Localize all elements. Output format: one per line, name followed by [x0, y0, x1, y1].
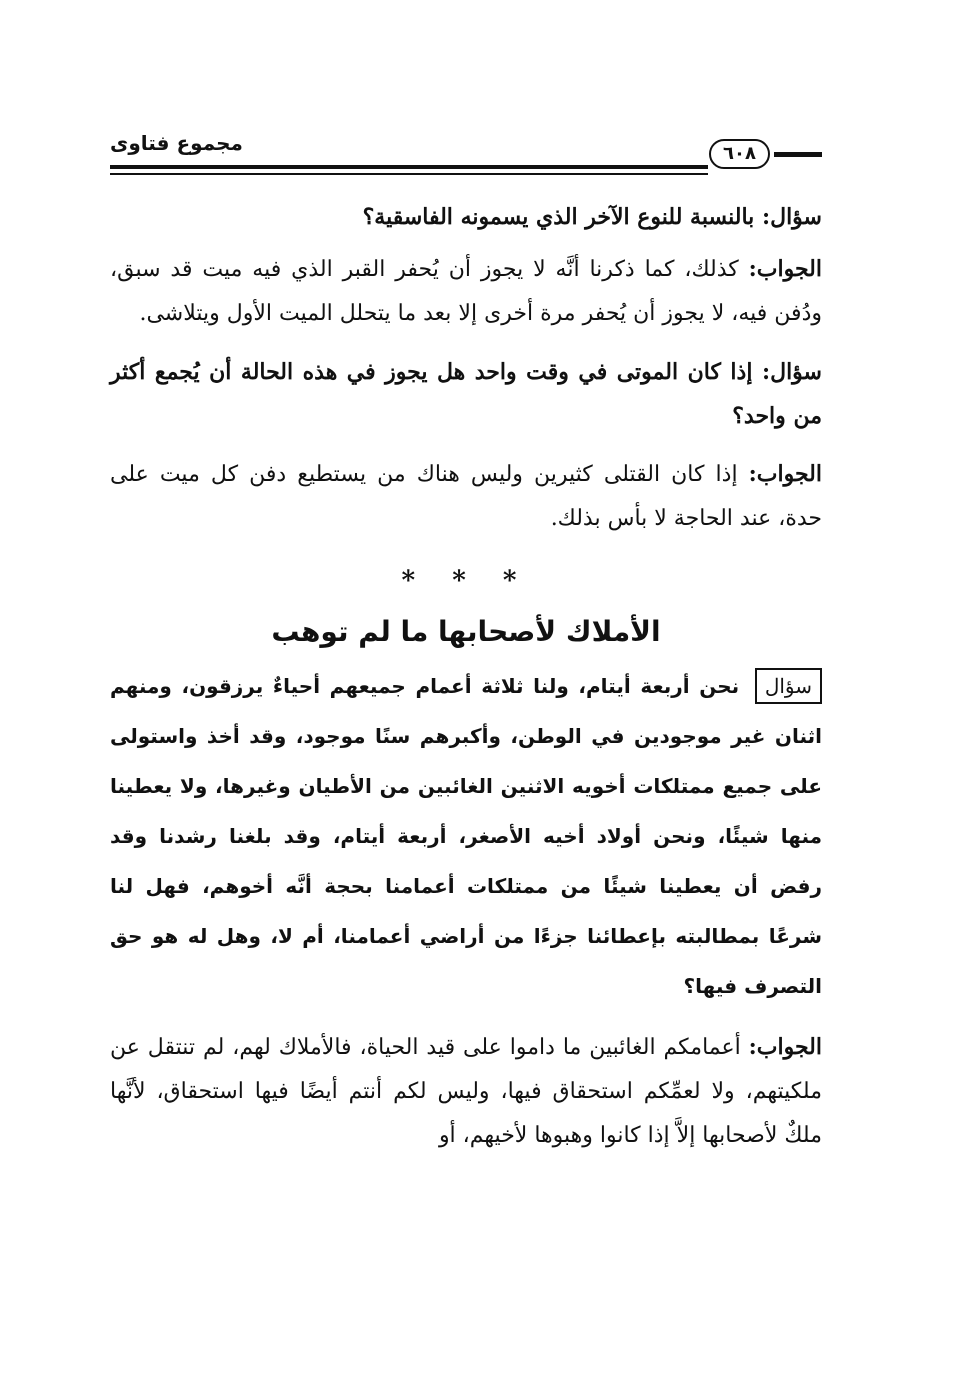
- answer-text: أعمامكم الغائبين ما داموا على قيد الحياة، فالأملاك لهم، لم تنتقل عن ملكيتهم، ولا لعمِّكم استحقاق فيها، وليس لكم أنتم أيضًا فيها استحقاق، لأنَّها ملكٌ لأصحابها إلاَّ إذا كانوا وهبوها لأخيهم، أو: [110, 1035, 822, 1148]
- answer-3: [110, 1025, 822, 1158]
- section-separator: * * *: [401, 566, 531, 596]
- question-2: [110, 350, 822, 438]
- answer-label: الجواب:: [748, 1034, 822, 1060]
- section-title: الأملاك لأصحابها ما لم توهب: [271, 615, 661, 648]
- book-title: مجموع فتاوى: [110, 131, 243, 155]
- answer-label: الجواب:: [748, 461, 822, 487]
- answer-2: [110, 452, 822, 541]
- question-3: [110, 661, 822, 1011]
- page-number-rule: [774, 152, 822, 157]
- page-header: [110, 125, 822, 185]
- question-1: [110, 195, 822, 239]
- page-content: [110, 195, 822, 1158]
- answer-1: [110, 247, 822, 336]
- page-number-block: [709, 139, 822, 169]
- header-rule-thin: [110, 173, 708, 175]
- question-text: نحن أربعة أيتام، ولنا ثلاثة أعمام جميعهم أحياءٌ يرزقون، ومنهم اثنان غير موجودين في الوطن، وأكبرهم سنًا موجود، وقد أخذ واستولى على جميع ممتلكات أخويه الاثنين الغائبين من الأطيان وغيرها، ولا يعطينا منها شيئًا، ونحن أولاد أخيه الأصغر، أربعة أيتام، وقد بلغنا رشدنا وقد رفض أن يعطينا شيئًا من ممتلكات أعمامنا بحجة أنَّه أخوهم، فهل لنا شرعًا بمطالبته بإعطائنا جزءًا من أراضي أعمامنا، أم لا، وهل له هو حق التصرف فيها؟: [110, 674, 822, 998]
- question-label: سؤال:: [761, 204, 822, 230]
- question-label: سؤال:: [761, 359, 822, 385]
- question-text: بالنسبة للنوع الآخر الذي يسمونه الفاسقية؟: [362, 204, 755, 230]
- answer-label: الجواب:: [748, 256, 822, 282]
- question-label-boxed: سؤال: [755, 668, 822, 704]
- answer-text: كذلك، كما ذكرنا أنَّه لا يجوز أن يُحفر القبر الذي فيه ميت قد سبق، ودُفن فيه، لا يجوز أن يُحفر مرة أخرى إلا بعد ما يتحلل الميت الأول ويتلاشى.: [110, 257, 822, 326]
- page-number: ٦٠٨: [709, 139, 770, 169]
- header-rule-thick: [110, 165, 708, 169]
- question-text: إذا كان الموتى في وقت واحد هل يجوز في هذه الحالة أن يُجمع أكثر من واحد؟: [110, 359, 822, 429]
- answer-text: إذا كان القتلى كثيرين وليس هناك من يستطيع دفن كل ميت على حدة، عند الحاجة لا بأس بذلك.: [110, 462, 822, 531]
